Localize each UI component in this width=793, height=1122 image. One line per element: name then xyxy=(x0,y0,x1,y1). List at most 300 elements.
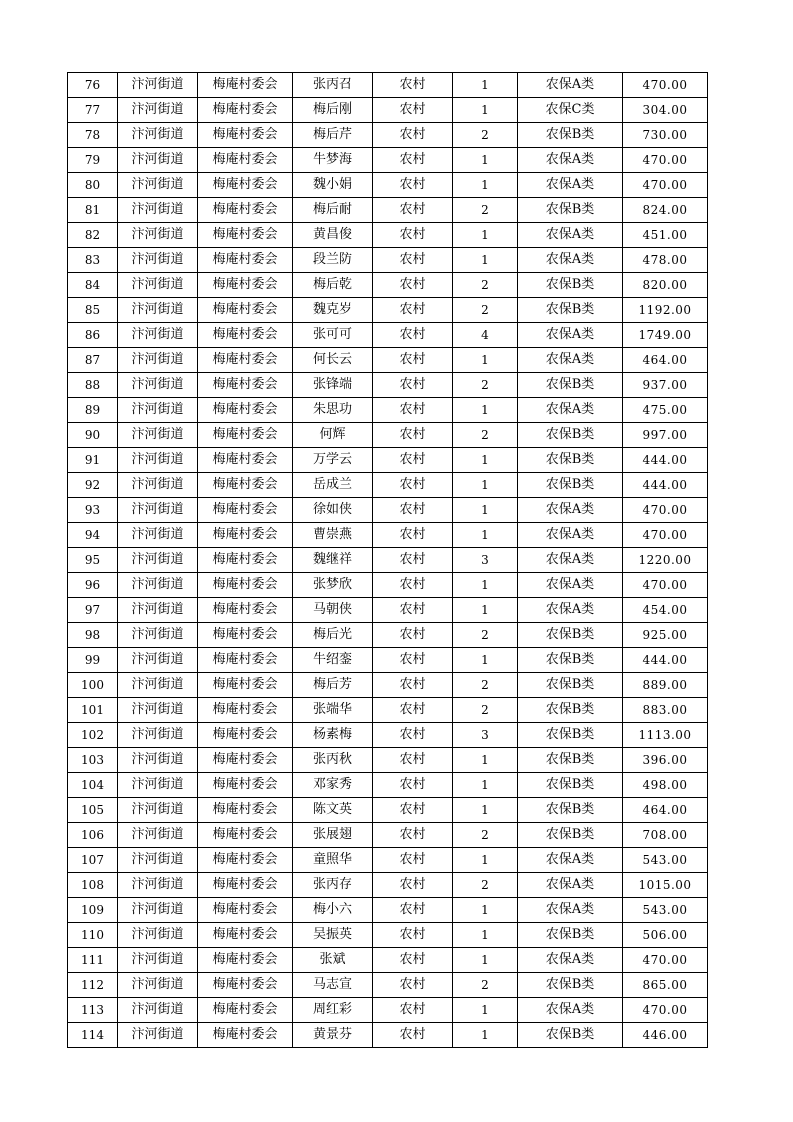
assistance-table xyxy=(67,72,708,1048)
table-row xyxy=(68,298,708,323)
table-row xyxy=(68,123,708,148)
insurance-category-cell: 农保B类 xyxy=(518,1023,623,1048)
insurance-category-cell: 农保B类 xyxy=(518,773,623,798)
area-type-cell: 农村 xyxy=(373,973,453,998)
row-number-cell: 81 xyxy=(68,198,118,223)
household-size-cell: 1 xyxy=(453,448,518,473)
name-cell: 段兰防 xyxy=(293,248,373,273)
household-size-cell: 2 xyxy=(453,823,518,848)
table-row xyxy=(68,923,708,948)
village-committee-cell: 梅庵村委会 xyxy=(198,123,293,148)
insurance-category-cell: 农保A类 xyxy=(518,573,623,598)
village-committee-cell: 梅庵村委会 xyxy=(198,148,293,173)
household-size-cell: 1 xyxy=(453,848,518,873)
row-number-cell: 85 xyxy=(68,298,118,323)
area-type-cell: 农村 xyxy=(373,723,453,748)
table-row xyxy=(68,398,708,423)
insurance-category-cell: 农保B类 xyxy=(518,723,623,748)
household-size-cell: 1 xyxy=(453,498,518,523)
row-number-cell: 93 xyxy=(68,498,118,523)
row-number-cell: 77 xyxy=(68,98,118,123)
row-number-cell: 95 xyxy=(68,548,118,573)
area-type-cell: 农村 xyxy=(373,673,453,698)
amount-cell: 475.00 xyxy=(623,398,708,423)
village-committee-cell: 梅庵村委会 xyxy=(198,698,293,723)
row-number-cell: 87 xyxy=(68,348,118,373)
household-size-cell: 1 xyxy=(453,948,518,973)
street-cell: 汴河街道 xyxy=(118,73,198,98)
village-committee-cell: 梅庵村委会 xyxy=(198,473,293,498)
village-committee-cell: 梅庵村委会 xyxy=(198,573,293,598)
village-committee-cell: 梅庵村委会 xyxy=(198,373,293,398)
village-committee-cell: 梅庵村委会 xyxy=(198,548,293,573)
village-committee-cell: 梅庵村委会 xyxy=(198,898,293,923)
table-row xyxy=(68,1023,708,1048)
name-cell: 梅小六 xyxy=(293,898,373,923)
household-size-cell: 2 xyxy=(453,198,518,223)
name-cell: 梅后光 xyxy=(293,623,373,648)
household-size-cell: 1 xyxy=(453,898,518,923)
village-committee-cell: 梅庵村委会 xyxy=(198,348,293,373)
insurance-category-cell: 农保A类 xyxy=(518,173,623,198)
area-type-cell: 农村 xyxy=(373,1023,453,1048)
area-type-cell: 农村 xyxy=(373,198,453,223)
row-number-cell: 112 xyxy=(68,973,118,998)
table-row xyxy=(68,548,708,573)
household-size-cell: 1 xyxy=(453,248,518,273)
village-committee-cell: 梅庵村委会 xyxy=(198,798,293,823)
row-number-cell: 76 xyxy=(68,73,118,98)
area-type-cell: 农村 xyxy=(373,273,453,298)
name-cell: 梅后刚 xyxy=(293,98,373,123)
household-size-cell: 2 xyxy=(453,273,518,298)
household-size-cell: 1 xyxy=(453,773,518,798)
street-cell: 汴河街道 xyxy=(118,773,198,798)
street-cell: 汴河街道 xyxy=(118,923,198,948)
insurance-category-cell: 农保A类 xyxy=(518,398,623,423)
household-size-cell: 1 xyxy=(453,173,518,198)
household-size-cell: 2 xyxy=(453,298,518,323)
village-committee-cell: 梅庵村委会 xyxy=(198,173,293,198)
name-cell: 张梦欣 xyxy=(293,573,373,598)
table-body xyxy=(68,73,708,1048)
name-cell: 梅后芹 xyxy=(293,123,373,148)
street-cell: 汴河街道 xyxy=(118,223,198,248)
amount-cell: 446.00 xyxy=(623,1023,708,1048)
name-cell: 牛绍銮 xyxy=(293,648,373,673)
table-row xyxy=(68,473,708,498)
street-cell: 汴河街道 xyxy=(118,573,198,598)
household-size-cell: 1 xyxy=(453,223,518,248)
street-cell: 汴河街道 xyxy=(118,98,198,123)
area-type-cell: 农村 xyxy=(373,423,453,448)
amount-cell: 1749.00 xyxy=(623,323,708,348)
insurance-category-cell: 农保B类 xyxy=(518,798,623,823)
amount-cell: 470.00 xyxy=(623,523,708,548)
insurance-category-cell: 农保A类 xyxy=(518,223,623,248)
amount-cell: 470.00 xyxy=(623,73,708,98)
amount-cell: 820.00 xyxy=(623,273,708,298)
table-row xyxy=(68,323,708,348)
table-row xyxy=(68,373,708,398)
table-row xyxy=(68,673,708,698)
insurance-category-cell: 农保A类 xyxy=(518,898,623,923)
insurance-category-cell: 农保B类 xyxy=(518,423,623,448)
name-cell: 何辉 xyxy=(293,423,373,448)
table-row xyxy=(68,698,708,723)
household-size-cell: 1 xyxy=(453,98,518,123)
amount-cell: 444.00 xyxy=(623,648,708,673)
insurance-category-cell: 农保A类 xyxy=(518,848,623,873)
household-size-cell: 1 xyxy=(453,348,518,373)
street-cell: 汴河街道 xyxy=(118,623,198,648)
table-row xyxy=(68,623,708,648)
village-committee-cell: 梅庵村委会 xyxy=(198,73,293,98)
street-cell: 汴河街道 xyxy=(118,148,198,173)
amount-cell: 708.00 xyxy=(623,823,708,848)
village-committee-cell: 梅庵村委会 xyxy=(198,523,293,548)
amount-cell: 444.00 xyxy=(623,473,708,498)
insurance-category-cell: 农保B类 xyxy=(518,923,623,948)
area-type-cell: 农村 xyxy=(373,448,453,473)
row-number-cell: 100 xyxy=(68,673,118,698)
row-number-cell: 86 xyxy=(68,323,118,348)
street-cell: 汴河街道 xyxy=(118,173,198,198)
amount-cell: 464.00 xyxy=(623,348,708,373)
insurance-category-cell: 农保A类 xyxy=(518,323,623,348)
amount-cell: 470.00 xyxy=(623,948,708,973)
insurance-category-cell: 农保A类 xyxy=(518,948,623,973)
village-committee-cell: 梅庵村委会 xyxy=(198,98,293,123)
area-type-cell: 农村 xyxy=(373,373,453,398)
amount-cell: 498.00 xyxy=(623,773,708,798)
name-cell: 马志宣 xyxy=(293,973,373,998)
name-cell: 张锋端 xyxy=(293,373,373,398)
household-size-cell: 2 xyxy=(453,623,518,648)
name-cell: 邓家秀 xyxy=(293,773,373,798)
village-committee-cell: 梅庵村委会 xyxy=(198,748,293,773)
household-size-cell: 2 xyxy=(453,698,518,723)
household-size-cell: 1 xyxy=(453,1023,518,1048)
row-number-cell: 110 xyxy=(68,923,118,948)
street-cell: 汴河街道 xyxy=(118,123,198,148)
insurance-category-cell: 农保A类 xyxy=(518,73,623,98)
table-row xyxy=(68,773,708,798)
row-number-cell: 96 xyxy=(68,573,118,598)
amount-cell: 478.00 xyxy=(623,248,708,273)
name-cell: 张斌 xyxy=(293,948,373,973)
village-committee-cell: 梅庵村委会 xyxy=(198,873,293,898)
street-cell: 汴河街道 xyxy=(118,423,198,448)
insurance-category-cell: 农保A类 xyxy=(518,873,623,898)
row-number-cell: 78 xyxy=(68,123,118,148)
insurance-category-cell: 农保C类 xyxy=(518,98,623,123)
village-committee-cell: 梅庵村委会 xyxy=(198,1023,293,1048)
amount-cell: 396.00 xyxy=(623,748,708,773)
row-number-cell: 90 xyxy=(68,423,118,448)
area-type-cell: 农村 xyxy=(373,248,453,273)
street-cell: 汴河街道 xyxy=(118,498,198,523)
village-committee-cell: 梅庵村委会 xyxy=(198,248,293,273)
street-cell: 汴河街道 xyxy=(118,373,198,398)
street-cell: 汴河街道 xyxy=(118,723,198,748)
area-type-cell: 农村 xyxy=(373,148,453,173)
row-number-cell: 79 xyxy=(68,148,118,173)
household-size-cell: 1 xyxy=(453,523,518,548)
street-cell: 汴河街道 xyxy=(118,948,198,973)
household-size-cell: 3 xyxy=(453,723,518,748)
name-cell: 何长云 xyxy=(293,348,373,373)
amount-cell: 470.00 xyxy=(623,573,708,598)
table-row xyxy=(68,948,708,973)
area-type-cell: 农村 xyxy=(373,173,453,198)
village-committee-cell: 梅庵村委会 xyxy=(198,648,293,673)
village-committee-cell: 梅庵村委会 xyxy=(198,423,293,448)
amount-cell: 937.00 xyxy=(623,373,708,398)
area-type-cell: 农村 xyxy=(373,823,453,848)
table-row xyxy=(68,223,708,248)
household-size-cell: 1 xyxy=(453,398,518,423)
amount-cell: 543.00 xyxy=(623,898,708,923)
street-cell: 汴河街道 xyxy=(118,873,198,898)
insurance-category-cell: 农保B类 xyxy=(518,448,623,473)
area-type-cell: 农村 xyxy=(373,798,453,823)
amount-cell: 824.00 xyxy=(623,198,708,223)
area-type-cell: 农村 xyxy=(373,123,453,148)
insurance-category-cell: 农保A类 xyxy=(518,148,623,173)
row-number-cell: 89 xyxy=(68,398,118,423)
name-cell: 曹崇燕 xyxy=(293,523,373,548)
row-number-cell: 83 xyxy=(68,248,118,273)
table-row xyxy=(68,348,708,373)
insurance-category-cell: 农保A类 xyxy=(518,598,623,623)
table-row xyxy=(68,448,708,473)
household-size-cell: 1 xyxy=(453,998,518,1023)
amount-cell: 889.00 xyxy=(623,673,708,698)
village-committee-cell: 梅庵村委会 xyxy=(198,723,293,748)
name-cell: 万学云 xyxy=(293,448,373,473)
amount-cell: 1113.00 xyxy=(623,723,708,748)
row-number-cell: 105 xyxy=(68,798,118,823)
street-cell: 汴河街道 xyxy=(118,823,198,848)
household-size-cell: 2 xyxy=(453,973,518,998)
village-committee-cell: 梅庵村委会 xyxy=(198,998,293,1023)
row-number-cell: 104 xyxy=(68,773,118,798)
name-cell: 童照华 xyxy=(293,848,373,873)
area-type-cell: 农村 xyxy=(373,848,453,873)
insurance-category-cell: 农保B类 xyxy=(518,373,623,398)
amount-cell: 1220.00 xyxy=(623,548,708,573)
street-cell: 汴河街道 xyxy=(118,523,198,548)
row-number-cell: 88 xyxy=(68,373,118,398)
table-row xyxy=(68,898,708,923)
street-cell: 汴河街道 xyxy=(118,323,198,348)
household-size-cell: 1 xyxy=(453,148,518,173)
household-size-cell: 3 xyxy=(453,548,518,573)
table-row xyxy=(68,798,708,823)
name-cell: 周红彩 xyxy=(293,998,373,1023)
insurance-category-cell: 农保B类 xyxy=(518,298,623,323)
household-size-cell: 2 xyxy=(453,673,518,698)
insurance-category-cell: 农保B类 xyxy=(518,673,623,698)
amount-cell: 451.00 xyxy=(623,223,708,248)
area-type-cell: 农村 xyxy=(373,323,453,348)
street-cell: 汴河街道 xyxy=(118,198,198,223)
table-row xyxy=(68,648,708,673)
amount-cell: 865.00 xyxy=(623,973,708,998)
village-committee-cell: 梅庵村委会 xyxy=(198,823,293,848)
household-size-cell: 1 xyxy=(453,73,518,98)
area-type-cell: 农村 xyxy=(373,623,453,648)
household-size-cell: 2 xyxy=(453,123,518,148)
area-type-cell: 农村 xyxy=(373,98,453,123)
amount-cell: 506.00 xyxy=(623,923,708,948)
insurance-category-cell: 农保A类 xyxy=(518,248,623,273)
amount-cell: 1192.00 xyxy=(623,298,708,323)
row-number-cell: 97 xyxy=(68,598,118,623)
area-type-cell: 农村 xyxy=(373,473,453,498)
village-committee-cell: 梅庵村委会 xyxy=(198,273,293,298)
area-type-cell: 农村 xyxy=(373,498,453,523)
area-type-cell: 农村 xyxy=(373,698,453,723)
area-type-cell: 农村 xyxy=(373,548,453,573)
row-number-cell: 102 xyxy=(68,723,118,748)
area-type-cell: 农村 xyxy=(373,748,453,773)
table-row xyxy=(68,273,708,298)
row-number-cell: 91 xyxy=(68,448,118,473)
household-size-cell: 4 xyxy=(453,323,518,348)
household-size-cell: 1 xyxy=(453,748,518,773)
insurance-category-cell: 农保B类 xyxy=(518,473,623,498)
table-row xyxy=(68,98,708,123)
area-type-cell: 农村 xyxy=(373,898,453,923)
village-committee-cell: 梅庵村委会 xyxy=(198,923,293,948)
name-cell: 陈文英 xyxy=(293,798,373,823)
row-number-cell: 114 xyxy=(68,1023,118,1048)
name-cell: 张可可 xyxy=(293,323,373,348)
area-type-cell: 农村 xyxy=(373,73,453,98)
street-cell: 汴河街道 xyxy=(118,648,198,673)
area-type-cell: 农村 xyxy=(373,923,453,948)
insurance-category-cell: 农保B类 xyxy=(518,648,623,673)
row-number-cell: 113 xyxy=(68,998,118,1023)
insurance-category-cell: 农保A类 xyxy=(518,998,623,1023)
table-row xyxy=(68,823,708,848)
name-cell: 魏继祥 xyxy=(293,548,373,573)
name-cell: 张丙秋 xyxy=(293,748,373,773)
insurance-category-cell: 农保B类 xyxy=(518,198,623,223)
amount-cell: 470.00 xyxy=(623,498,708,523)
amount-cell: 464.00 xyxy=(623,798,708,823)
insurance-category-cell: 农保B类 xyxy=(518,698,623,723)
row-number-cell: 98 xyxy=(68,623,118,648)
village-committee-cell: 梅庵村委会 xyxy=(198,673,293,698)
street-cell: 汴河街道 xyxy=(118,448,198,473)
row-number-cell: 92 xyxy=(68,473,118,498)
street-cell: 汴河街道 xyxy=(118,998,198,1023)
name-cell: 徐如侠 xyxy=(293,498,373,523)
street-cell: 汴河街道 xyxy=(118,748,198,773)
table-row xyxy=(68,248,708,273)
household-size-cell: 1 xyxy=(453,598,518,623)
insurance-category-cell: 农保A类 xyxy=(518,523,623,548)
table-row xyxy=(68,598,708,623)
area-type-cell: 农村 xyxy=(373,398,453,423)
street-cell: 汴河街道 xyxy=(118,473,198,498)
area-type-cell: 农村 xyxy=(373,598,453,623)
area-type-cell: 农村 xyxy=(373,223,453,248)
street-cell: 汴河街道 xyxy=(118,273,198,298)
street-cell: 汴河街道 xyxy=(118,798,198,823)
village-committee-cell: 梅庵村委会 xyxy=(198,398,293,423)
area-type-cell: 农村 xyxy=(373,573,453,598)
row-number-cell: 84 xyxy=(68,273,118,298)
household-size-cell: 1 xyxy=(453,473,518,498)
area-type-cell: 农村 xyxy=(373,298,453,323)
name-cell: 杨素梅 xyxy=(293,723,373,748)
household-size-cell: 1 xyxy=(453,573,518,598)
amount-cell: 925.00 xyxy=(623,623,708,648)
insurance-category-cell: 农保A类 xyxy=(518,548,623,573)
street-cell: 汴河街道 xyxy=(118,598,198,623)
row-number-cell: 94 xyxy=(68,523,118,548)
table-row xyxy=(68,423,708,448)
table-row xyxy=(68,523,708,548)
street-cell: 汴河街道 xyxy=(118,973,198,998)
village-committee-cell: 梅庵村委会 xyxy=(198,848,293,873)
row-number-cell: 108 xyxy=(68,873,118,898)
name-cell: 岳成兰 xyxy=(293,473,373,498)
table-row xyxy=(68,198,708,223)
table-row xyxy=(68,573,708,598)
street-cell: 汴河街道 xyxy=(118,248,198,273)
household-size-cell: 2 xyxy=(453,423,518,448)
name-cell: 朱思功 xyxy=(293,398,373,423)
row-number-cell: 82 xyxy=(68,223,118,248)
table-row xyxy=(68,873,708,898)
street-cell: 汴河街道 xyxy=(118,398,198,423)
table-row xyxy=(68,848,708,873)
name-cell: 梅后耐 xyxy=(293,198,373,223)
row-number-cell: 106 xyxy=(68,823,118,848)
village-committee-cell: 梅庵村委会 xyxy=(198,223,293,248)
row-number-cell: 80 xyxy=(68,173,118,198)
name-cell: 魏小娟 xyxy=(293,173,373,198)
amount-cell: 470.00 xyxy=(623,148,708,173)
name-cell: 魏克岁 xyxy=(293,298,373,323)
name-cell: 张端华 xyxy=(293,698,373,723)
amount-cell: 444.00 xyxy=(623,448,708,473)
name-cell: 黄景芬 xyxy=(293,1023,373,1048)
row-number-cell: 111 xyxy=(68,948,118,973)
row-number-cell: 109 xyxy=(68,898,118,923)
name-cell: 牛梦海 xyxy=(293,148,373,173)
village-committee-cell: 梅庵村委会 xyxy=(198,448,293,473)
village-committee-cell: 梅庵村委会 xyxy=(198,973,293,998)
table-row xyxy=(68,973,708,998)
name-cell: 张丙存 xyxy=(293,873,373,898)
row-number-cell: 103 xyxy=(68,748,118,773)
household-size-cell: 1 xyxy=(453,923,518,948)
area-type-cell: 农村 xyxy=(373,348,453,373)
area-type-cell: 农村 xyxy=(373,998,453,1023)
insurance-category-cell: 农保B类 xyxy=(518,123,623,148)
village-committee-cell: 梅庵村委会 xyxy=(198,623,293,648)
street-cell: 汴河街道 xyxy=(118,298,198,323)
name-cell: 张展翅 xyxy=(293,823,373,848)
village-committee-cell: 梅庵村委会 xyxy=(198,198,293,223)
area-type-cell: 农村 xyxy=(373,948,453,973)
